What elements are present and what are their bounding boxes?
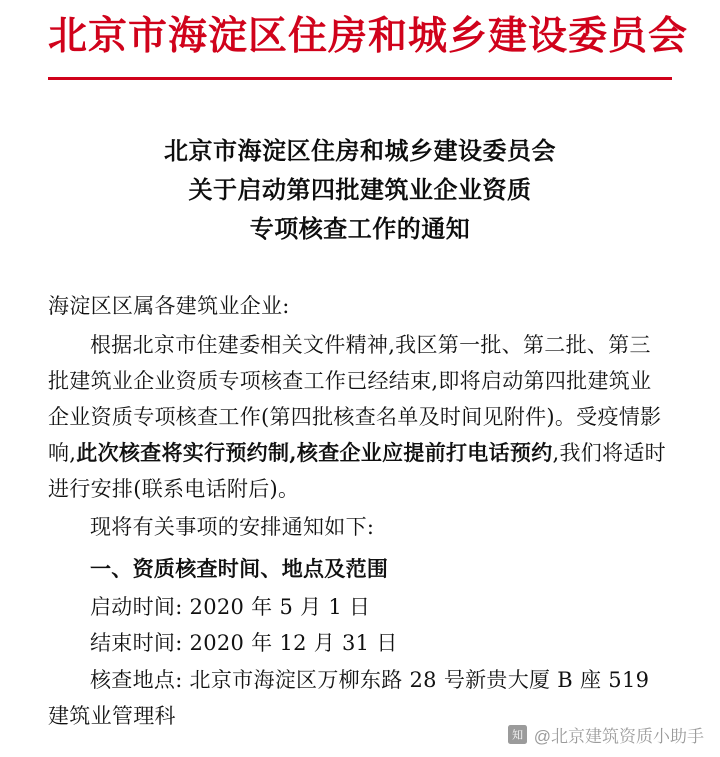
- paragraph-2-run-1: 现将有关事项的安排通知如下:: [90, 515, 375, 540]
- info-line-start-time: 启动时间: 2020 年 5 月 1 日: [90, 595, 371, 620]
- paragraph-1-run-1: 根据北京市住建委相关文件精神,我区第一批、第二批、第三批建筑业企业资质专项核查工作已经结束,即将启动第四批建筑业企业资质专项核查工作(第四批核查名单及时间见附件)。受疫情影响,: [48, 332, 662, 465]
- info-line-department: 建筑业管理科: [48, 703, 176, 728]
- info-line-end-time: 结束时间: 2020 年 12 月 31 日: [90, 631, 398, 656]
- letterhead-divider: [48, 77, 672, 80]
- watermark-text: @北京建筑资质小助手: [533, 727, 704, 746]
- document-title-line-2: 关于启动第四批建筑业企业资质: [188, 174, 532, 204]
- letterhead: [48, 0, 689, 80]
- paragraph-1-run-3: ,我们将适时进行安排(联系电话附后)。: [48, 440, 666, 502]
- body-paragraph-1: [48, 327, 672, 508]
- section-heading-1: 一、资质核查时间、地点及范围: [90, 556, 389, 582]
- document-title: [48, 132, 672, 249]
- document-title-line-3: 专项核查工作的通知: [249, 213, 471, 243]
- info-line-location: 核查地点: 北京市海淀区万柳东路 28 号新贵大厦 B 座 519: [90, 667, 650, 692]
- document-body: [48, 288, 672, 733]
- watermark: [508, 722, 704, 747]
- zhihu-logo-icon: [508, 725, 527, 744]
- salutation: 海淀区区属各建筑业企业:: [48, 294, 290, 319]
- document-title-line-1: 北京市海淀区住房和城乡建设委员会: [164, 135, 556, 165]
- body-paragraph-2: [48, 509, 672, 545]
- letterhead-title: 北京市海淀区住房和城乡建设委员会: [48, 13, 689, 59]
- paragraph-1-run-2-emphasis: 此次核查将实行预约制,核查企业应提前打电话预约: [76, 439, 553, 465]
- svg-text:知: 知: [511, 729, 523, 742]
